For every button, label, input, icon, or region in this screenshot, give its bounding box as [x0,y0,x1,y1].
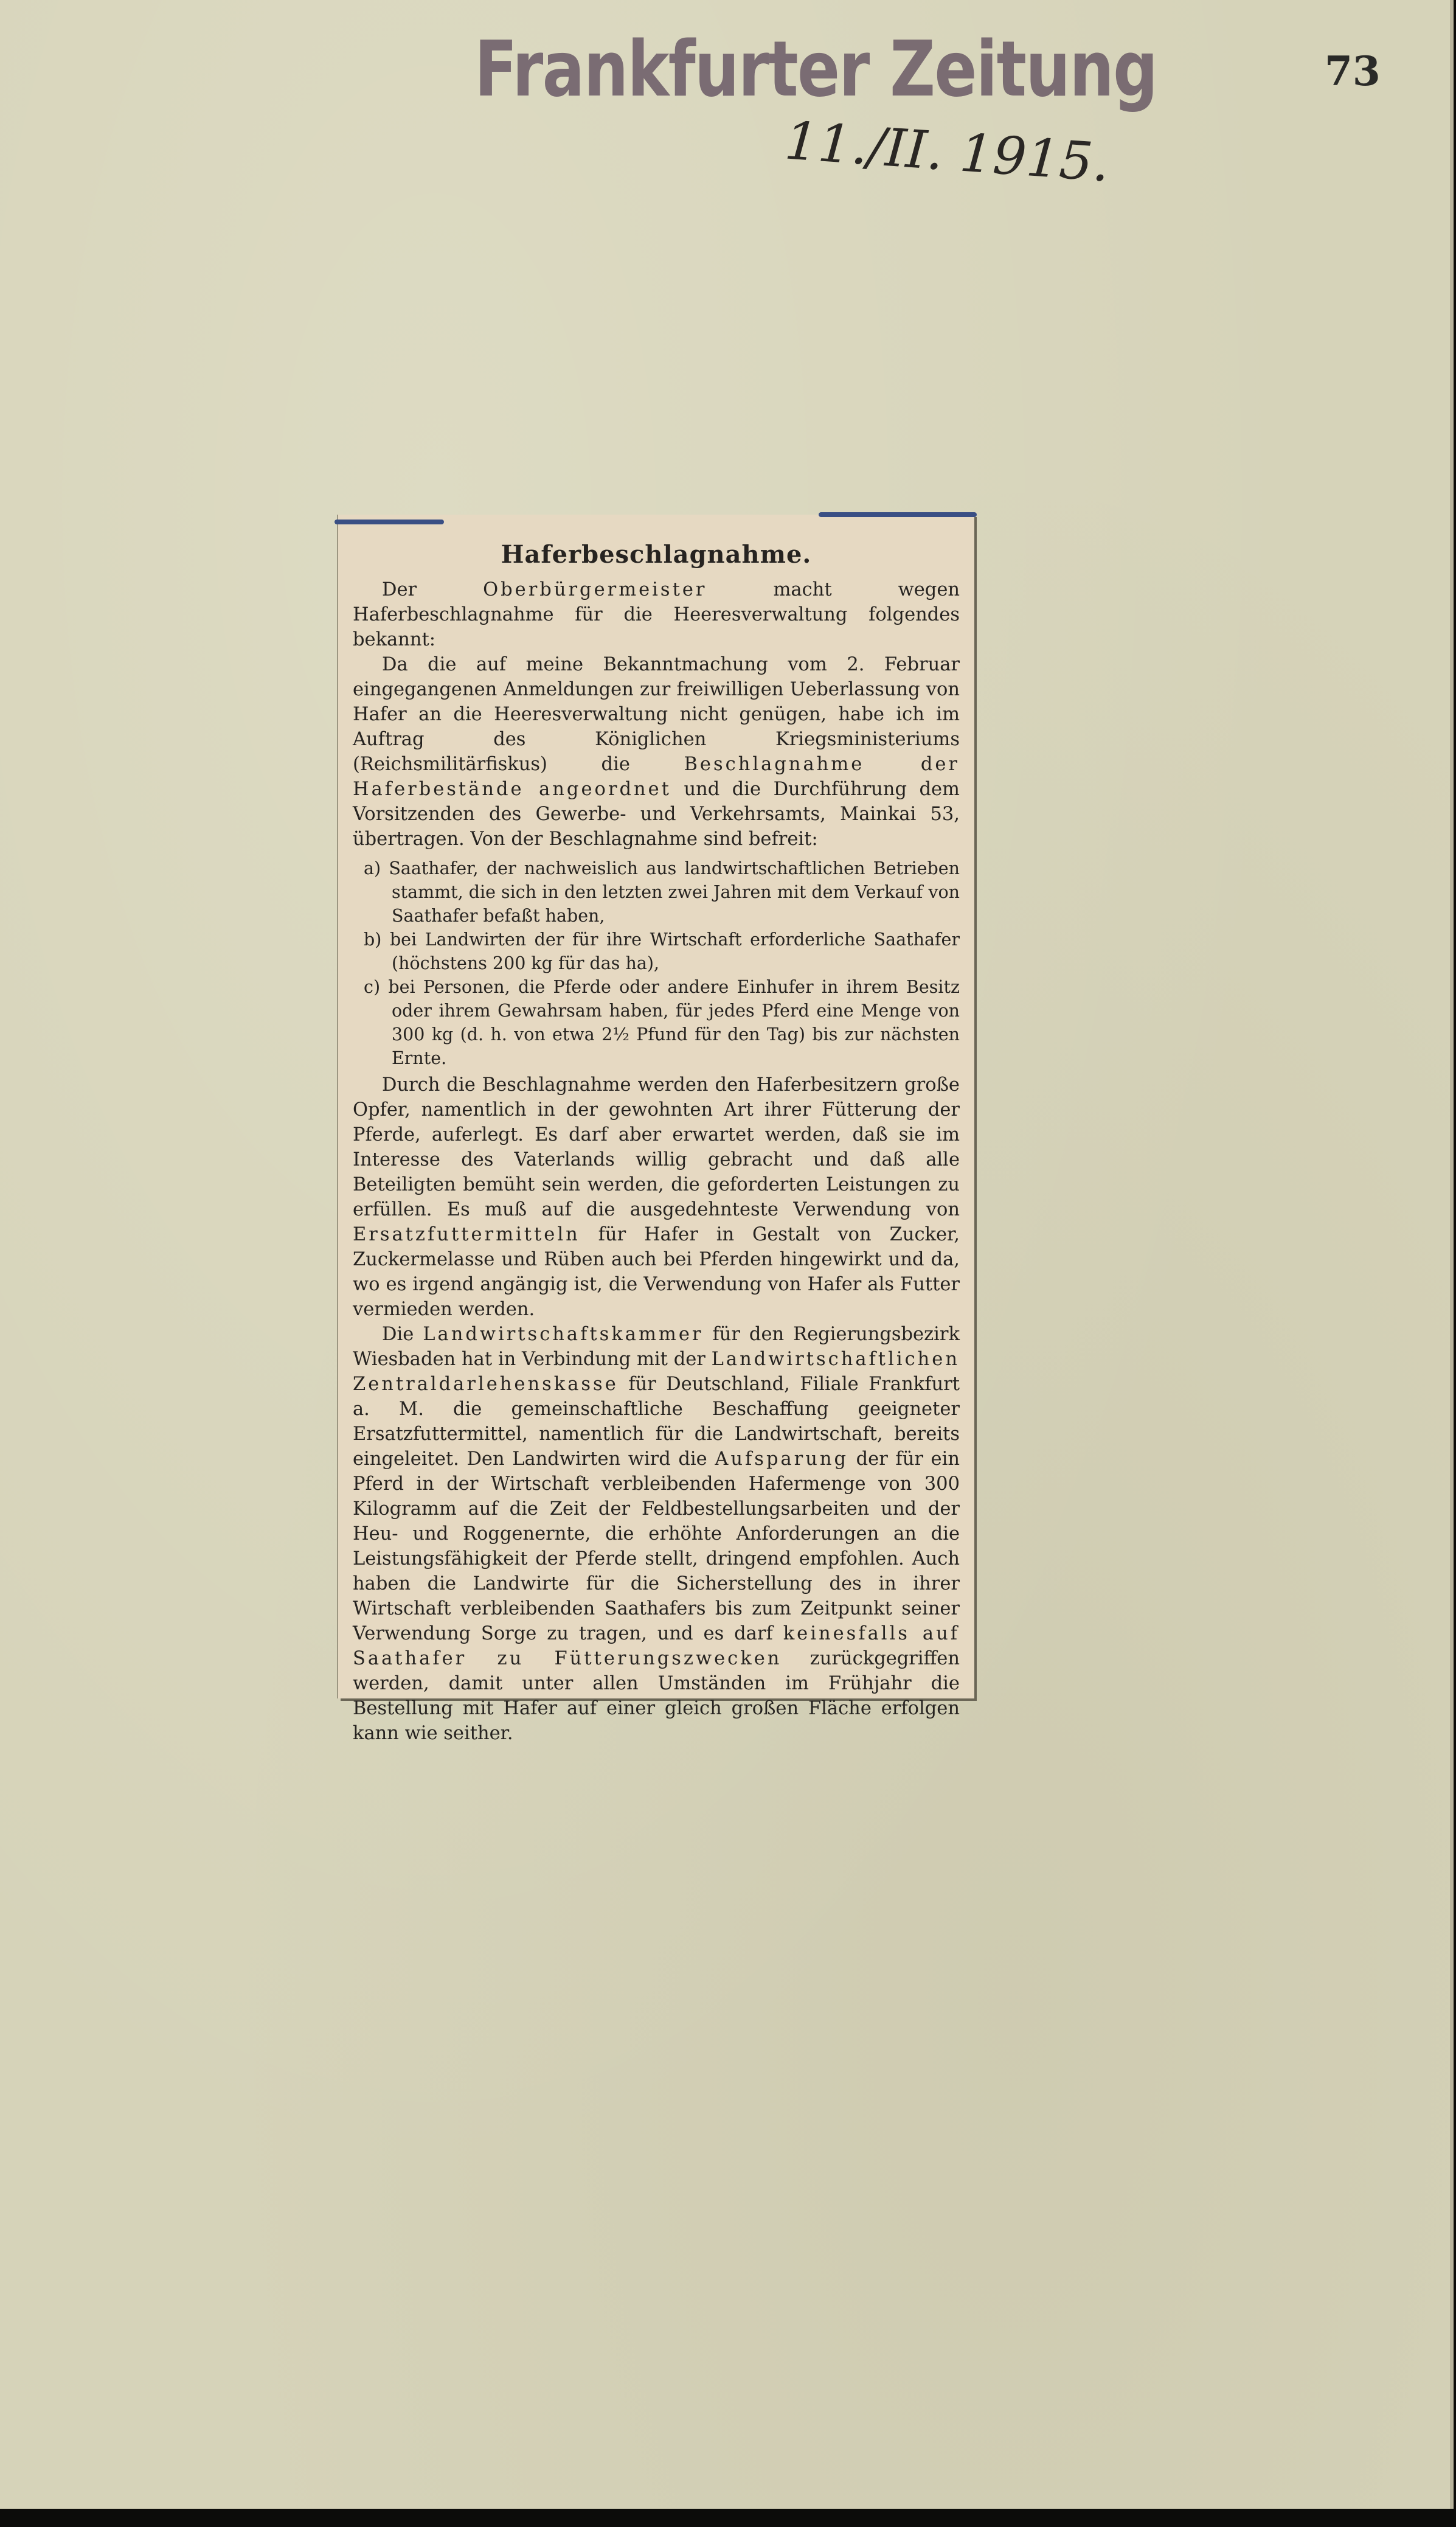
newspaper-stamp: Frankfurter Zeitung [474,24,1157,114]
blue-pencil-mark-left [335,520,444,524]
list-item: b) bei Landwirten der für ihre Wirtschaft erforderliche Saathafer (höchstens 200 kg für das ha), [364,930,960,973]
exemption-list [353,857,960,1070]
article-paragraph: Da die auf meine Bekanntmachung vom 2. Februar eingegangenen Anmeldungen zur freiwilligen Ueberlassung von Hafer an die Heeresverwaltung nicht genügen, habe ich im Auftrag des Königlichen Kriegsministeriums (Reichsmilitärfiskus) die Beschlagnahme der Haferbestände angeordnet und die Durchführung dem Vorsitzenden des Gewerbe- und Verkehrsamts, Mainkai 53, übertragen. Von der Beschlagnahme sind befreit: [353,654,960,850]
list-item: c) bei Personen, die Pferde oder andere Einhufer in ihrem Besitz oder ihrem Gewahrsam haben, für jedes Pferd eine Menge von 300 kg (d. h. von etwa 2½ Pfund für den Tag) bis zur nächsten Ernte. [364,977,960,1068]
page-number: 73 [1325,47,1381,95]
article-title: Haferbeschlagnahme. [501,540,812,569]
article-paragraph: Der Oberbürgermeister macht wegen Haferbeschlagnahme für die Heeresverwaltung folgendes bekannt: [353,579,960,650]
newspaper-clipping [338,515,974,1744]
article-paragraph: Durch die Beschlagnahme werden den Haferbesitzern große Opfer, namentlich in der gewohnten Art ihrer Fütterung der Pferde, auferlegt. Es darf aber erwartet werden, daß sie im Interesse des Vaterlands willig gebracht und daß alle Beteiligten bemüht sein werden, die geforderten Leistungen zu erfüllen. Es muß auf die ausgedehnteste Verwendung von Ersatzfuttermitteln für Hafer in Gestalt von Zucker, Zuckermelasse und Rüben auch bei Pferden hingewirkt und da, wo es irgend angängig ist, die Verwendung von Hafer als Futter vermieden werden. [353,1074,960,1320]
blue-pencil-mark-right [819,512,977,517]
article-paragraph: Die Landwirtschaftskammer für den Regierungsbezirk Wiesbaden hat in Verbindung mit der Landwirtschaftlichen Zentraldarlehenskasse für Deutschland, Filiale Frankfurt a. M. die gemeinschaftliche Beschaffung geeigneter Ersatzfuttermittel, namentlich für die Landwirtschaft, bereits eingeleitet. Den Landwirten wird die Aufsparung der für ein Pferd in der Wirtschaft verbleibenden Hafermenge von 300 Kilogramm auf die Zeit der Feldbestellungsarbeiten und der Heu- und Roggenernte, die erhöhte Anforderungen an die Leistungsfähigkeit der Pferde stellt, dringend empfohlen. Auch haben die Landwirte für die Sicherstellung des in ihrer Wirtschaft verbleibenden Saathafers bis zum Zeitpunkt seiner Verwendung Sorge zu tragen, und es darf keinesfalls auf Saathafer zu Fütterungszwecken zurückgegriffen werden, damit unter allen Umständen im Frühjahr die Bestellung mit Hafer auf einer gleich großen Fläche erfolgen kann wie seither. [353,1324,960,1744]
handwritten-date: 11./II. 1915. [783,110,1112,194]
list-item: a) Saathafer, der nachweislich aus landwirtschaftlichen Betrieben stammt, die sich in den letzten zwei Jahren mit dem Verkauf von Saathafer befaßt haben, [364,858,960,926]
